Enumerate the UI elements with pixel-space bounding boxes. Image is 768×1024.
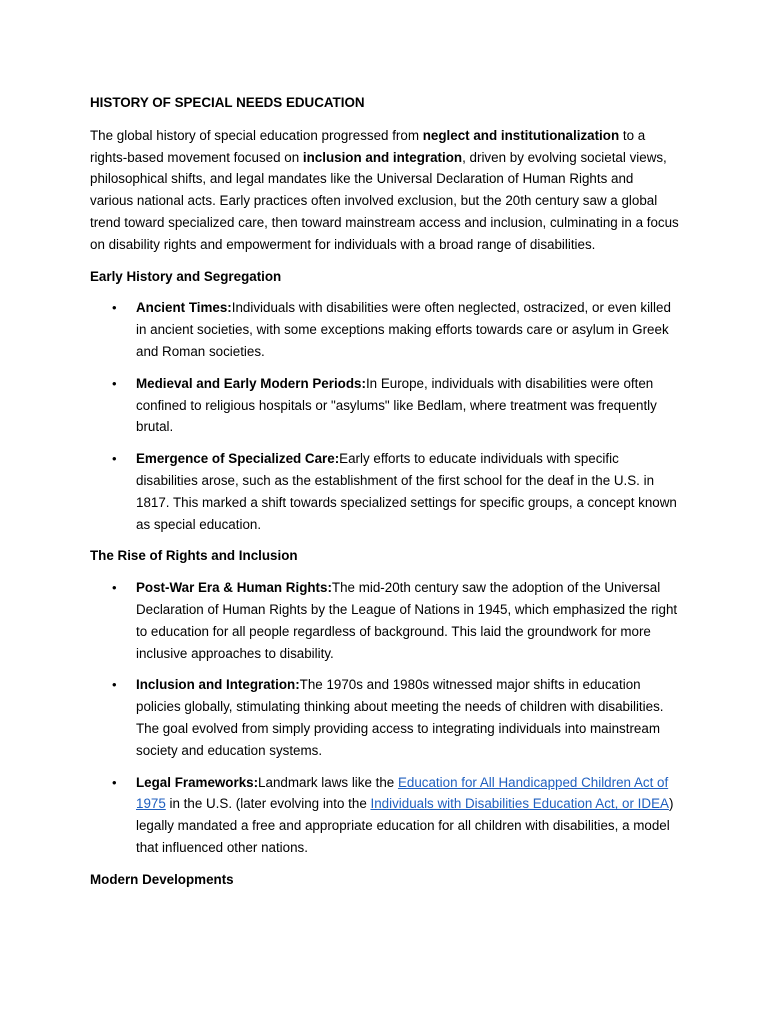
list-item-text: In Europe, individuals with disabilities were often confined to religious hospitals or "asylums" like Bedlam, where treatment was frequently brutal.	[136, 375, 657, 435]
bullet-icon: •	[112, 580, 117, 596]
bullet-icon: •	[112, 774, 117, 790]
list-item-text: The mid-20th century saw the adoption of the Universal Declaration of Human Rights by the League of Nations in 1945, which emphasized the right to education for all people regardless of background. This laid the groundwork for more inclusive approaches to disability.	[136, 580, 678, 661]
list-item	[90, 674, 680, 761]
bullet-icon: •	[112, 300, 117, 316]
section-heading-modern-developments: Modern Developments	[90, 871, 234, 887]
link-individuals-with-disabilities-education-act[interactable]: Individuals with Disabilities Education Act, or IDEA	[370, 796, 669, 812]
intro-bold-2: inclusion and integration	[302, 149, 463, 165]
list-item-text-before: Landmark laws like the	[258, 774, 398, 790]
list-item-text-middle: in the U.S. (later evolving into the	[165, 796, 371, 812]
intro-paragraph	[90, 125, 680, 256]
list-item-text-after: ) legally mandated a free and appropriate education for all children with disabilities, a model that influenced other nations.	[136, 796, 674, 855]
list-item-term: Medieval and Early Modern Periods:	[136, 375, 366, 391]
list-item-text: Individuals with disabilities were often neglected, ostracized, or even killed in ancient societies, with some exceptions making efforts towards care or asylum in Greek and Roman societies.	[136, 300, 671, 359]
document-page	[90, 92, 680, 901]
list-item	[90, 577, 680, 664]
section-heading-early-history: Early History and Segregation	[90, 268, 282, 284]
list-item	[90, 448, 680, 535]
list-item-term: Emergence of Specialized Care:	[136, 451, 340, 467]
list-item	[90, 772, 680, 859]
intro-text-2: to a rights-based movement focused on	[90, 127, 646, 165]
list-item	[90, 297, 680, 362]
list-item-term: Ancient Times:	[136, 300, 232, 316]
document-title: HISTORY OF SPECIAL NEEDS EDUCATION	[90, 95, 365, 110]
intro-bold-1: neglect and institutionalization	[422, 127, 620, 143]
intro-text-1: The global history of special education progressed from	[90, 127, 423, 143]
link-education-for-all-handicapped-children-act[interactable]: Education for All Handicapped Children Act of 1975	[136, 774, 669, 812]
list-item-text: Early efforts to educate individuals with specific disabilities arose, such as the establishment of the first school for the deaf in the U.S. in 1817. This marked a shift towards specialized settings for specific groups, a concept known as special education.	[136, 451, 677, 532]
bullet-icon: •	[112, 677, 117, 693]
list-item-text: The 1970s and 1980s witnessed major shifts in education policies globally, stimulating thinking about meeting the needs of children with disabilities. The goal evolved from simply providing access to integrating individuals into mainstream society and education systems.	[136, 677, 664, 758]
list-item-term: Post-War Era & Human Rights:	[136, 580, 332, 596]
bullet-icon: •	[112, 375, 117, 391]
bullet-list-rise-of-rights	[90, 577, 680, 859]
bullet-list-early-history	[90, 297, 680, 535]
list-item-term: Legal Frameworks:	[136, 774, 259, 790]
bullet-icon: •	[112, 451, 117, 467]
section-heading-rise-of-rights: The Rise of Rights and Inclusion	[90, 548, 298, 564]
list-item-term: Inclusion and Integration:	[136, 677, 300, 693]
list-item	[90, 373, 680, 438]
intro-text-3: , driven by evolving societal views, philosophical shifts, and legal mandates like the Universal Declaration of Human Rights and various national acts. Early practices often involved exclusion, but the 20th century saw a global trend toward specialized care, then toward mainstream access and inclusion, culminating in a focus on disability rights and empowerment for individuals with a broad range of disabilities.	[90, 149, 679, 252]
